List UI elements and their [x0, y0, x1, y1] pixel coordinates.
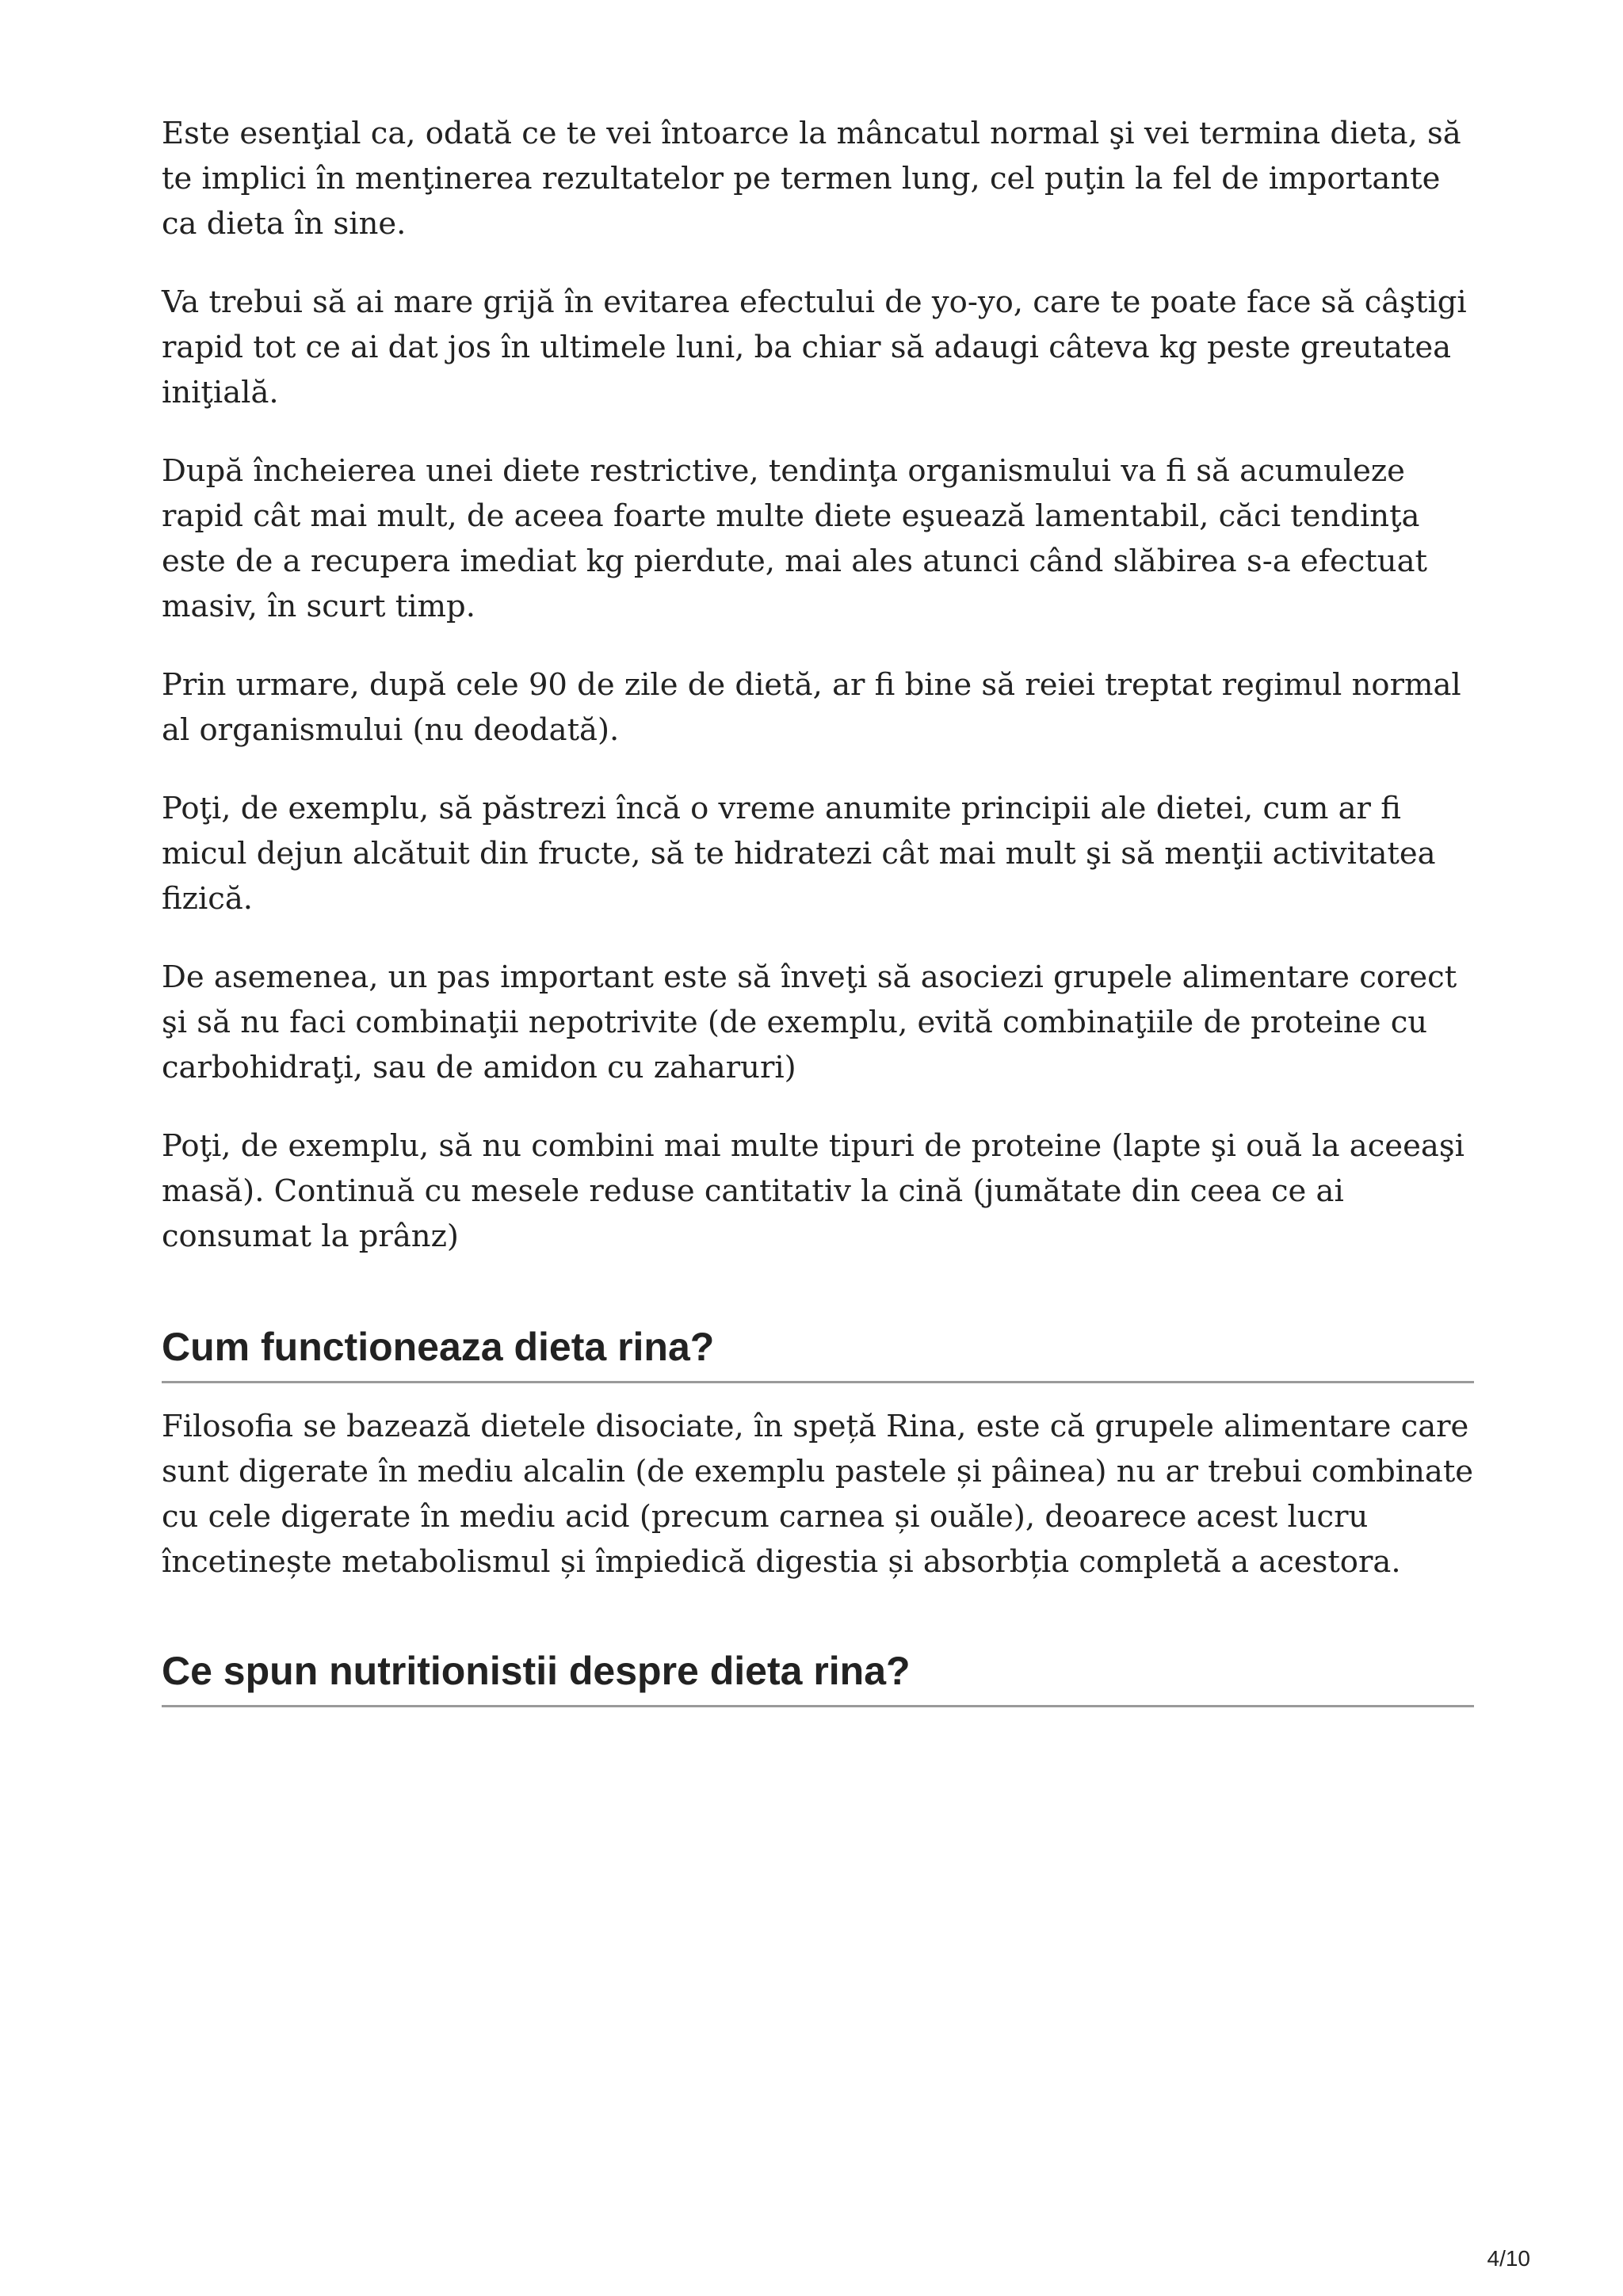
article-body — [162, 111, 1474, 1728]
heading-divider — [162, 1381, 1474, 1383]
paragraph-maintenance: Este esenţial ca, odată ce te vei întoarce la mâncatul normal şi vei termina dieta, să te implici în menţinerea rezultatelor pe termen lung, cel puţin la fel de importante ca dieta în sine. — [162, 116, 1461, 242]
paragraph-protein-types: Poţi, de exemplu, să nu combini mai multe tipuri de proteine (lapte şi ouă la aceeaşi masă). Continuă cu mesele reduse cantitativ la cină (jumătate din ceea ce ai consumat la prânz) — [162, 1128, 1465, 1254]
paragraph-keep-principles: Poţi, de exemplu, să păstrezi încă o vreme anumite principii ale dietei, cum ar fi micul dejun alcătuit din fructe, să te hidratezi cât mai mult şi să menţii activitatea fizică. — [162, 791, 1436, 917]
paragraph-food-combinations: De asemenea, un pas important este să înveţi să asociezi grupele alimentare corect şi să nu faci combinaţii nepotrivite (de exemplu, evită combinaţiile de proteine cu carbohidraţi, sau de amidon cu zaharuri) — [162, 959, 1457, 1085]
paragraph-philosophy: Filosofia se bazează dietele disociate, în speță Rina, este că grupele alimentare care sunt digerate în mediu alcalin (de exemplu pastele și pâinea) nu ar trebui combinate cu cele digerate în mediu acid (precum carnea și ouăle), deoarece acest lucru încetinește metabolismul și împiedică digestia și absorbția completă a acestora. — [162, 1409, 1474, 1580]
paragraph-yoyo-effect: Va trebui să ai mare grijă în evitarea efectului de yo-yo, care te poate face să câştigi rapid tot ce ai dat jos în ultimele luni, ba chiar să adaugi câteva kg peste greutatea iniţială. — [162, 284, 1467, 410]
section-heading-how-it-works: Cum functioneaza dieta rina? — [162, 1325, 715, 1369]
heading-divider — [162, 1705, 1474, 1707]
section-heading-nutritionists: Ce spun nutritionistii despre dieta rina? — [162, 1649, 911, 1693]
paragraph-after-90-days: Prin urmare, după cele 90 de zile de dietă, ar fi bine să reiei treptat regimul normal al organismului (nu deodată). — [162, 667, 1461, 748]
page-number: 4/10 — [1487, 2246, 1530, 2271]
paragraph-restrictive-diet: După încheierea unei diete restrictive, tendinţa organismului va fi să acumuleze rapid cât mai mult, de aceea foarte multe diete eşuează lamentabil, căci tendinţa este de a recupera imediat kg pierdute, mai ales atunci când slăbirea s-a efectuat masiv, în scurt timp. — [162, 453, 1427, 624]
